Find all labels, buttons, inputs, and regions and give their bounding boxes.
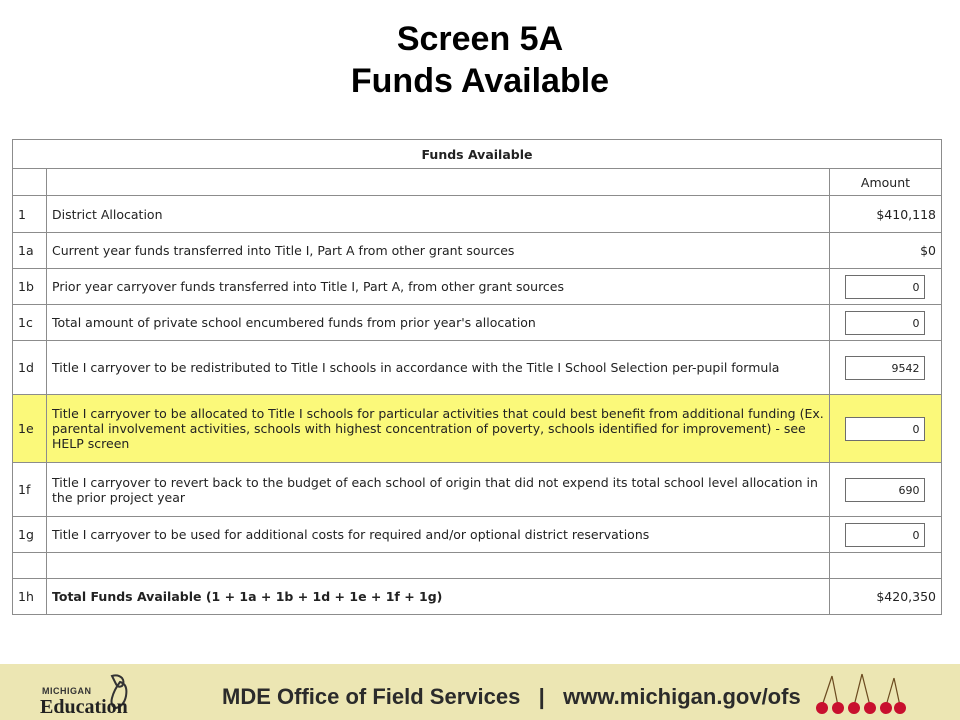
- table-row: [13, 269, 942, 305]
- row-label: Title I carryover to be redistributed to Title I schools in accordance with the Title I School Selection per-pupil formula: [47, 341, 830, 395]
- row-id: 1d: [13, 341, 47, 395]
- logo-state: MICHIGAN: [42, 686, 92, 696]
- amount-input-1g[interactable]: 0: [845, 523, 925, 547]
- table-row: [13, 341, 942, 395]
- amount-column-header: Amount: [829, 169, 941, 196]
- row-label: Current year funds transferred into Title I, Part A from other grant sources: [47, 233, 830, 269]
- table-row-total: [13, 579, 942, 615]
- table-row: [13, 196, 942, 233]
- row-id: 1e: [13, 395, 47, 463]
- table-row: [13, 463, 942, 517]
- amount-input-1d[interactable]: 9542: [845, 356, 925, 380]
- row-value: $420,350: [829, 579, 941, 615]
- row-id: 1g: [13, 517, 47, 553]
- slide-title-line2: Funds Available: [350, 62, 610, 100]
- amount-input-1e[interactable]: 0: [845, 417, 925, 441]
- row-label: Total amount of private school encumbered funds from prior year's allocation: [47, 305, 830, 341]
- row-id: 1h: [13, 579, 47, 615]
- mde-logo: [40, 672, 150, 716]
- slide-title: [0, 18, 960, 102]
- row-label: District Allocation: [47, 196, 830, 233]
- row-value: $410,118: [829, 196, 941, 233]
- row-label: Title I carryover to be allocated to Title I schools for particular activities that could best benefit from additional funding (Ex. parental involvement activities, schools with highest concentration of poverty, schools identified for improvement) - see HELP screen: [47, 395, 830, 463]
- footer-text: MDE Office of Field Services | www.michigan.gov/ofs: [222, 684, 801, 709]
- row-value: $0: [829, 233, 941, 269]
- row-id: 1a: [13, 233, 47, 269]
- amount-input-1c[interactable]: 0: [845, 311, 925, 335]
- table-row-highlighted: [13, 395, 942, 463]
- table-caption: Funds Available: [13, 140, 942, 169]
- row-label: Title I carryover to be used for additional costs for required and/or optional district reservations: [47, 517, 830, 553]
- row-label: Prior year carryover funds transferred into Title I, Part A, from other grant sources: [47, 269, 830, 305]
- row-id: 1: [13, 196, 47, 233]
- row-label: Total Funds Available (1 + 1a + 1b + 1d + 1e + 1f + 1g): [47, 579, 830, 615]
- table-row: [13, 517, 942, 553]
- table-row: [13, 233, 942, 269]
- row-id: 1c: [13, 305, 47, 341]
- table-row-empty: [13, 553, 942, 579]
- footer-bar: [0, 664, 960, 720]
- amount-input-1b[interactable]: 0: [845, 275, 925, 299]
- table-row: [13, 305, 942, 341]
- amount-input-1f[interactable]: 690: [845, 478, 925, 502]
- row-id: 1b: [13, 269, 47, 305]
- cherries-icon: [810, 668, 910, 718]
- row-id: 1f: [13, 463, 47, 517]
- slide-title-line1: Screen 5A: [396, 20, 564, 58]
- funds-available-table: [12, 139, 942, 615]
- row-label: Title I carryover to revert back to the budget of each school of origin that did not expend its total school level allocation in the prior project year: [47, 463, 830, 517]
- logo-name: Education: [40, 696, 128, 718]
